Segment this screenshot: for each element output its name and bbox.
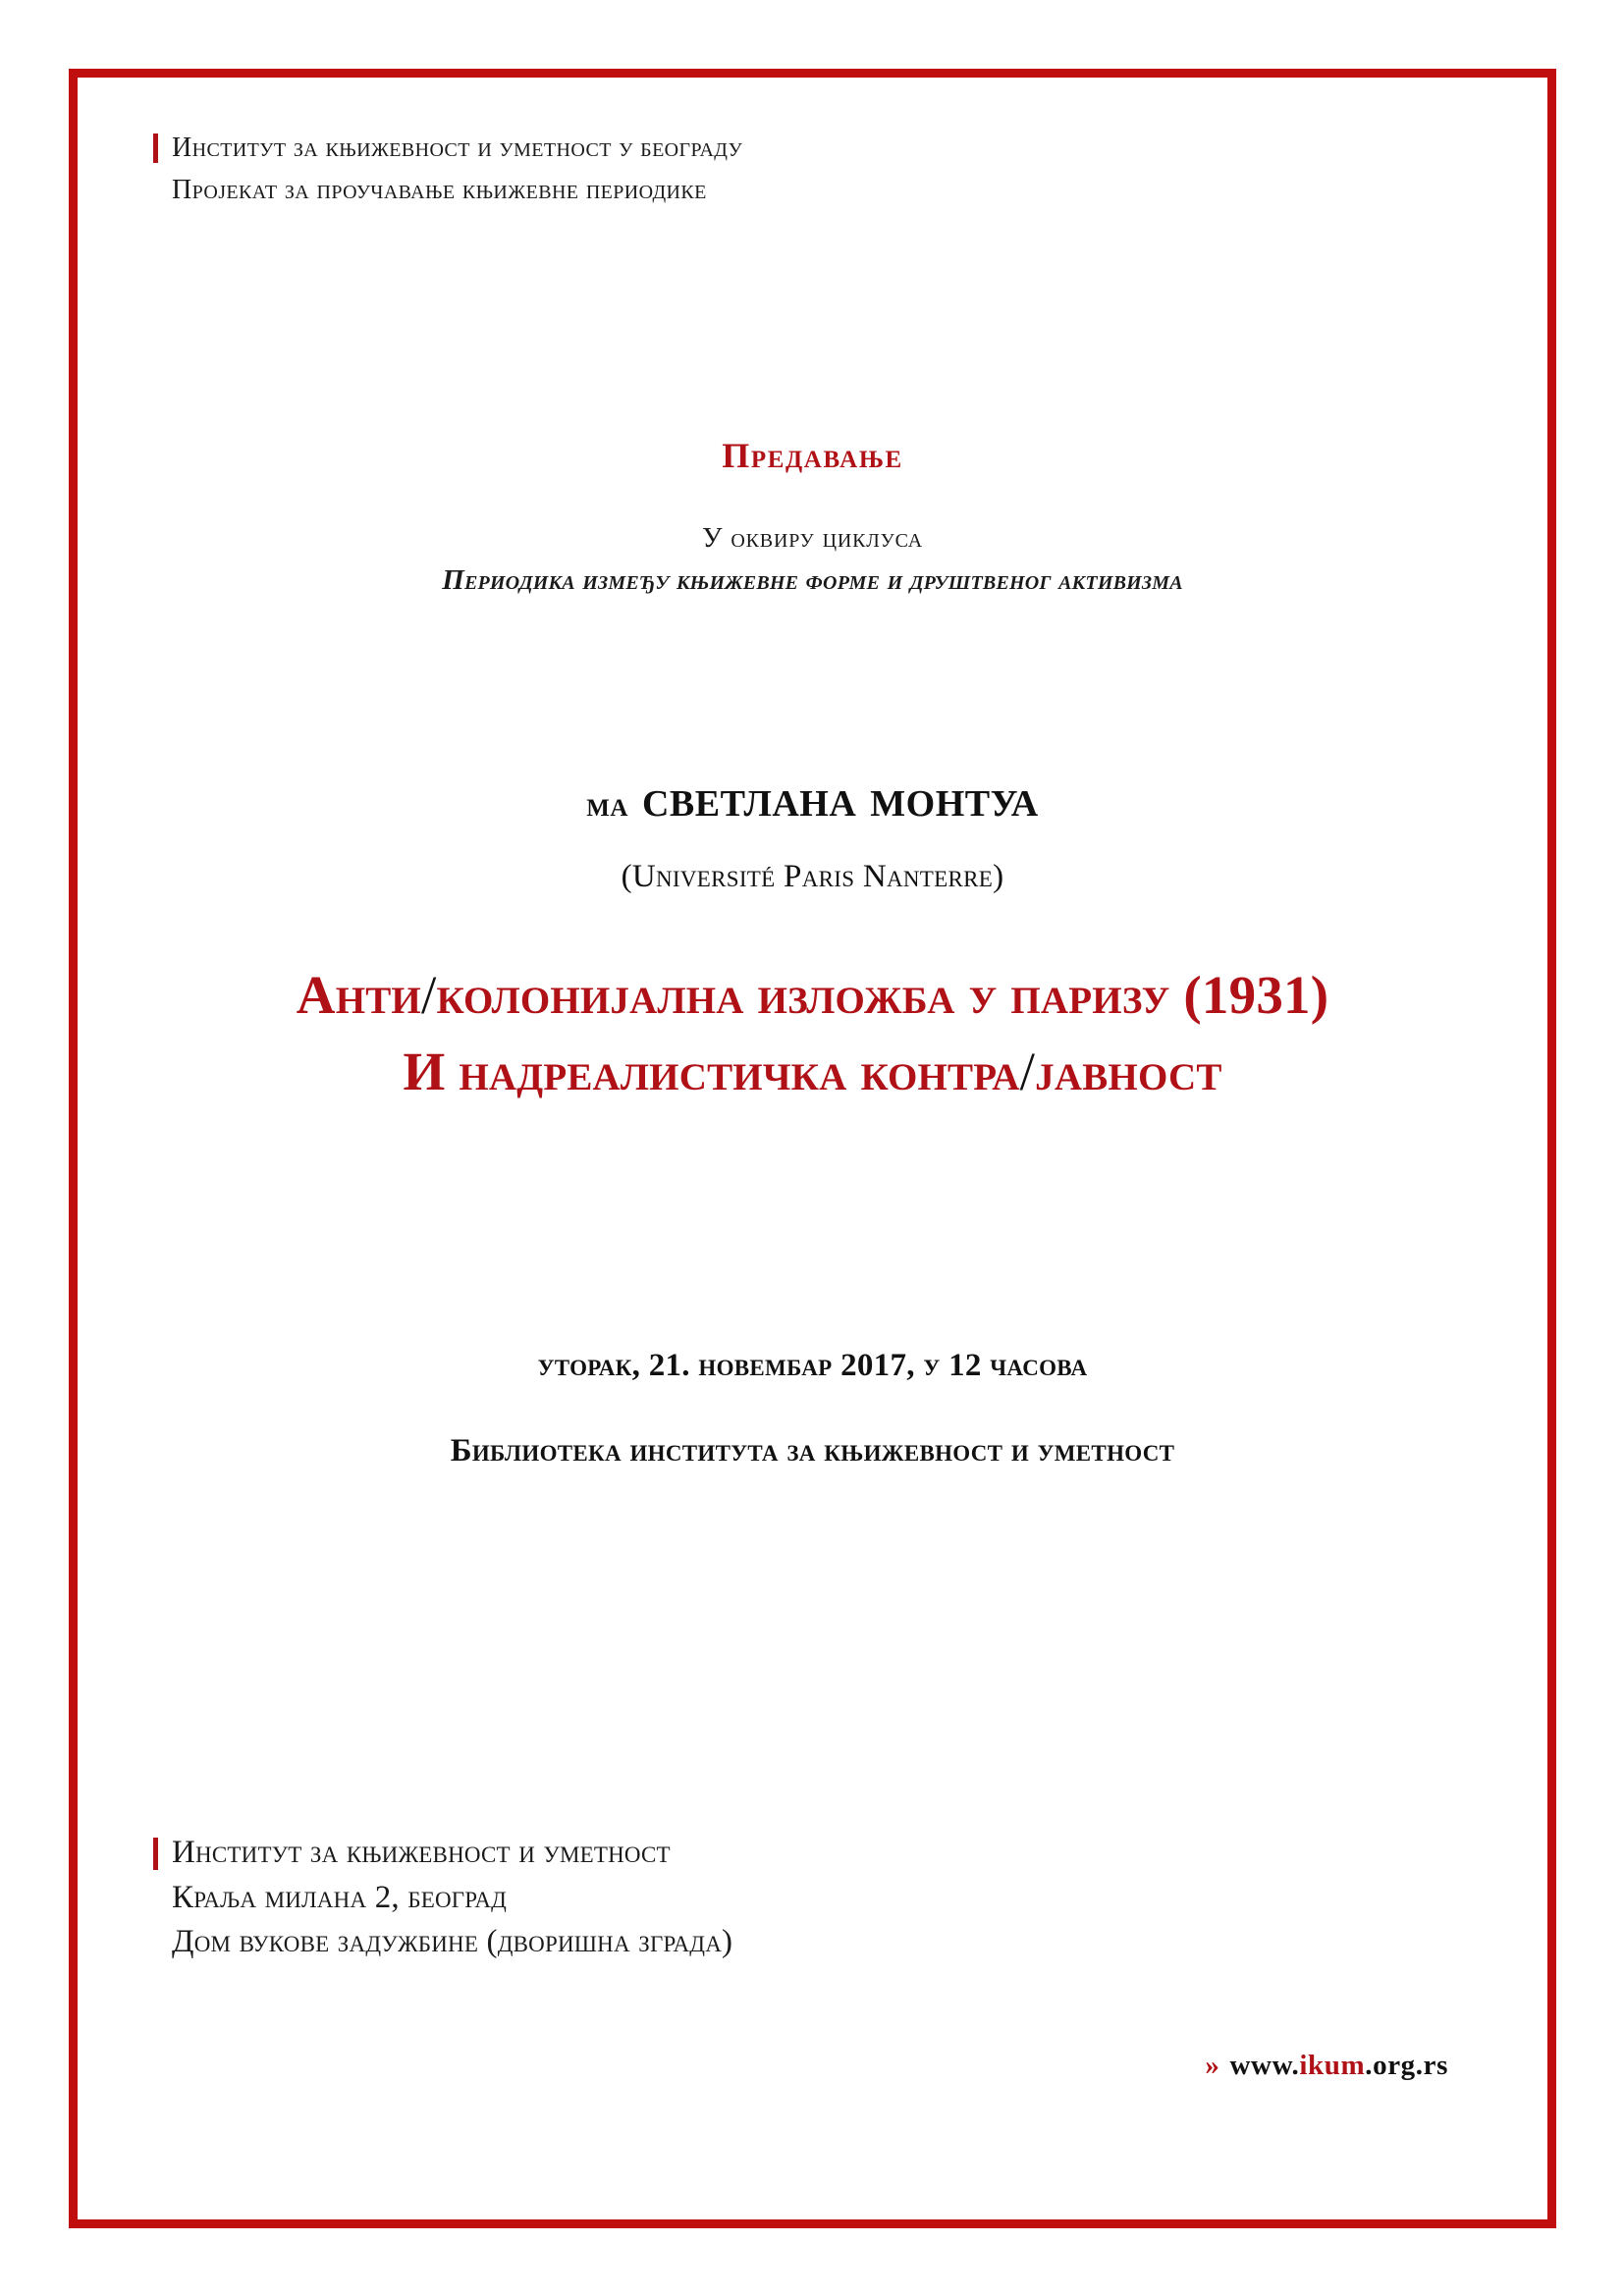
cycle-name-text: Периодика између књижевне форме и друштвеног активизма	[442, 564, 1183, 596]
address-line-2	[172, 1876, 1252, 1921]
title-line-2	[69, 1034, 1556, 1110]
address-line-3	[172, 1920, 1252, 1965]
title-line1-slash: /	[420, 965, 437, 1025]
red-accent-bar	[153, 133, 158, 163]
lecture-title	[69, 957, 1556, 1110]
speaker-name	[69, 768, 1556, 828]
poster-content	[69, 69, 1556, 2228]
address-institution: Институт за књижевност и уметност	[172, 1835, 671, 1870]
address-block	[172, 1831, 1252, 1965]
address-street: Краља милана 2, београд	[172, 1879, 508, 1915]
chevron-right-icon: »	[1205, 2050, 1220, 2081]
institution-text: Институт за књижевност и уметност у београду	[172, 133, 743, 163]
speaker-affiliation: (Université Paris Nanterre)	[621, 859, 1004, 894]
title-line2-part1: И надреалистичка контра	[403, 1041, 1020, 1102]
url-brand: ikum	[1299, 2050, 1366, 2081]
project-text: Пројекат за проучавање књижевне периодике	[172, 174, 707, 205]
institution-line	[172, 128, 1350, 170]
url-prefix: www.	[1229, 2050, 1300, 2081]
organisation-header	[172, 128, 1350, 211]
address-building: Дом вукове задужбине (дворишна зграда)	[172, 1924, 733, 1960]
title-line2-part2: јавност	[1035, 1041, 1222, 1102]
website-link[interactable]	[1205, 2050, 1448, 2082]
event-datetime: уторак, 21. новембар 2017, у 12 часова	[537, 1348, 1088, 1383]
speaker-degree: ма	[586, 784, 628, 824]
project-line	[172, 170, 1350, 212]
red-accent-bar-address	[153, 1838, 158, 1870]
address-line-1	[172, 1831, 1252, 1876]
speaker-fullname: светлана монтуа	[641, 769, 1039, 828]
cycle-intro-text: У оквиру циклуса	[702, 522, 923, 554]
title-line-1	[69, 957, 1556, 1034]
event-type-label: Предавање	[722, 436, 903, 475]
event-venue: Библиотека института за књижевност и уметност	[450, 1433, 1175, 1468]
title-line2-slash: /	[1019, 1041, 1036, 1102]
url-suffix: .org.rs	[1365, 2050, 1448, 2081]
title-line1-part1: Анти	[296, 965, 421, 1025]
title-line1-part2: колонијална изложба у паризу (1931)	[436, 965, 1329, 1025]
